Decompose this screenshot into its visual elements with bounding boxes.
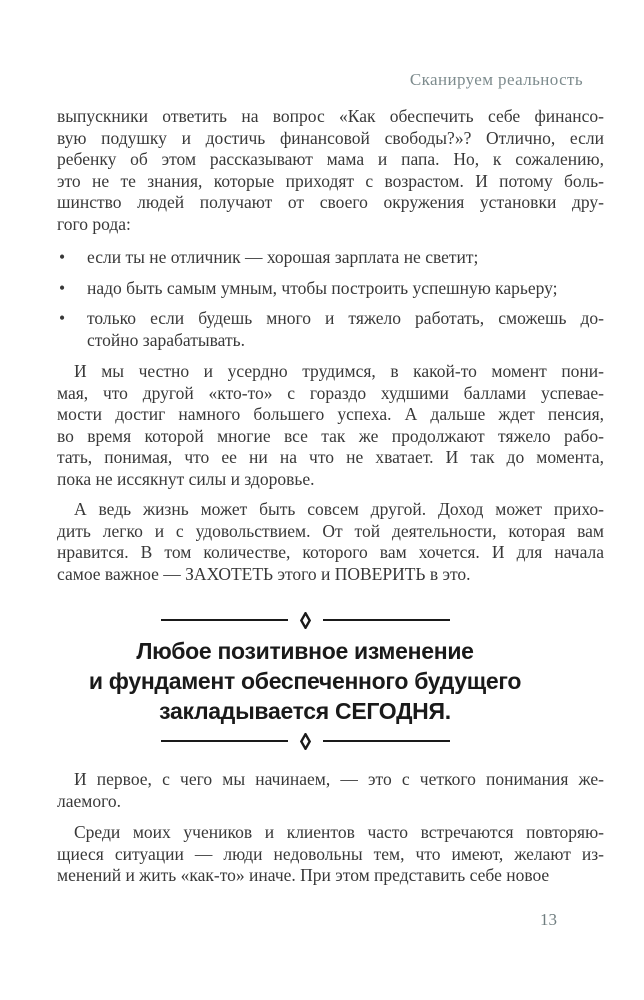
paragraph: И первое, с чего мы начинаем, — это с четкого понимания же- лаемого. bbox=[57, 769, 604, 811]
paragraph: выпускники ответить на вопрос «Как обеспечить себе финансо- вую подушку и достичь финансовой свободы?»? Отлично, если ребенку об этом рассказывают мама и папа. Но, к сожалению, это не те знания, которые приходят с возрастом. И потому боль- шинство людей получают от своего окружения установки дру- гого рода: bbox=[57, 106, 604, 234]
bullet-icon: • bbox=[59, 277, 66, 298]
paragraph: Среди моих учеников и клиентов часто встречаются повторяю- щиеся ситуации — люди недовольны тем, что имеют, желают из- менений и жить «как-то» иначе. При этом представить себе новое bbox=[57, 822, 604, 885]
paragraph: И мы честно и усердно трудимся, в какой-то момент пони- мая, что другой «кто-то» с гораздо худшими баллами успевае- мости достиг намного большего успеха. А дальше ждет пенсия, во время которой многие все так же продолжают тяжело рабо- тать, понимая, что ее ни на что не хватает. И так до момента, пока не иссякнут силы и здоровье. bbox=[57, 361, 604, 489]
divider-line bbox=[161, 740, 288, 742]
bullet-icon: • bbox=[59, 308, 66, 328]
section-divider bbox=[57, 612, 553, 628]
aphorism-block bbox=[57, 612, 553, 749]
list-item-text: только если будешь много и тяжело работать, сможешь до- стойно зарабатывать. bbox=[87, 308, 604, 350]
page-number: 13 bbox=[540, 910, 557, 929]
bullet-icon: • bbox=[59, 247, 66, 267]
list-item bbox=[57, 308, 604, 351]
section-divider bbox=[57, 733, 553, 749]
list-item bbox=[57, 278, 604, 300]
bullet-list bbox=[57, 247, 604, 360]
list-item-text: надо быть самым умным, чтобы построить успешную карьеру; bbox=[87, 277, 558, 298]
divider-line bbox=[323, 619, 450, 621]
list-item-text: если ты не отличник — хорошая зарплата не светит; bbox=[87, 247, 479, 267]
paragraph: А ведь жизнь может быть совсем другой. Доход может прихо- дить легко и с удовольствием. От той деятельности, которая вам нравится. В том количестве, которого вам хочется. И для начала самое важное — ЗАХОТЕТЬ этого и ПОВЕРИТЬ в это. bbox=[57, 499, 604, 584]
divider-line bbox=[323, 740, 450, 742]
aphorism-heading: Любое позитивное изменение и фундамент обеспеченного будущего закладывается СЕГОДНЯ. bbox=[88, 638, 522, 724]
running-header: Сканируем реальность bbox=[409, 70, 583, 89]
list-item bbox=[57, 247, 604, 269]
diamond-icon bbox=[300, 612, 311, 629]
divider-line bbox=[161, 619, 288, 621]
diamond-icon bbox=[300, 733, 311, 750]
